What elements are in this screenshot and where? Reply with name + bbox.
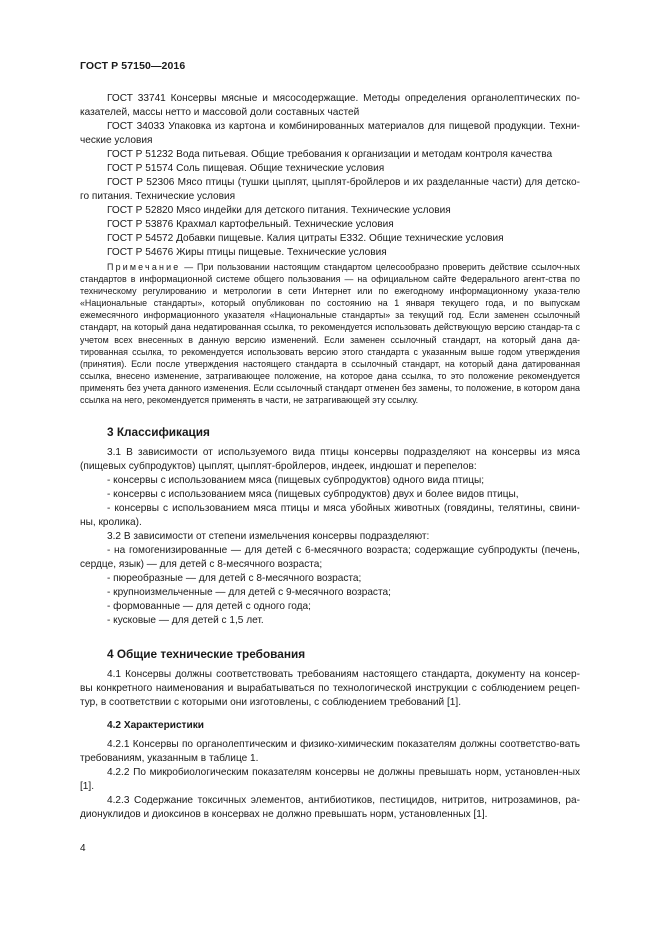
reference-item: ГОСТ Р 54572 Добавки пищевые. Калия цитраты Е332. Общие технические условия	[107, 233, 504, 244]
list-item: - формованные — для детей с одного года;	[107, 601, 311, 613]
note-label: Примечание	[107, 262, 181, 272]
list-item: - кусковые — для детей с 1,5 лет.	[107, 615, 264, 627]
note-text: — При пользовании настоящим стандартом целесообразно проверить действие ссылоч-ных стандартов в информационной системе общего пользования — на официальном сайте Федерального агент-ства по техническому регулированию и метрологии в сети Интернет или по ежегодному информационному указа-телю «Национальные стандарты», который опубликован по состоянию на 1 января текущего года, и по выпускам ежемесячного информационного указателя «Национальные стандарты» за текущий год. Если заменен ссылочный стандарт, на который дана недатированная ссылка, то рекомендуется использовать действующую версию стандар-та с учетом всех внесенных в данную версию изменений. Если заменен ссылочный стандарт, на который дана да-тированная ссылка, то рекомендуется использовать версию этого стандарта с указанным выше годом утверждения (принятия). Если после утверждения настоящего стандарта в ссылочный стандарт, на который дана датированная ссылка, внесено изменение, затрагивающее положение, на которое дана ссылка, то это положение рекомендуется применять без учета данного изменения. Если ссылочный стандарт отменен без замены, то положение, в котором дана ссылка на него, рекомендуется применять в части, не затрагивающей эту ссылку.	[80, 262, 580, 406]
section-4-heading: 4 Общие технические требования	[107, 647, 306, 662]
note-paragraph	[80, 261, 580, 406]
list-item: - крупноизмельченные — для детей с 9-месячного возраста;	[107, 587, 391, 599]
section-3-heading: 3 Классификация	[107, 425, 210, 440]
reference-item: ГОСТ Р 51232 Вода питьевая. Общие требования к организации и методам контроля качества	[107, 149, 553, 160]
subsection-4-2-heading: 4.2 Характеристики	[107, 720, 204, 732]
reference-item: ГОСТ Р 52306 Мясо птицы (тушки цыплят, цыплят-бройлеров и их разделанные части) для детско-го питания. Технические условия	[80, 177, 580, 202]
clause-4-2-1: 4.2.1 Консервы по органолептическим и физико-химическим показателям должны соответство-вать требованиям, указанным в таблице 1.	[80, 739, 580, 765]
reference-item: ГОСТ Р 51574 Соль пищевая. Общие технические условия	[107, 163, 385, 174]
clause-3-1: 3.1 В зависимости от используемого вида птицы консервы подразделяют на консервы из мяса (пищевых субпродуктов) цыплят, цыплят-бройлеров, индеек, индюшат и перепелов:	[80, 447, 580, 473]
clause-4-2-3: 4.2.3 Содержание токсичных элементов, антибиотиков, пестицидов, нитритов, нитрозаминов, ра-дионуклидов и диоксинов в консервах не должно превышать норм, установленных [1].	[80, 795, 580, 821]
clause-4-2-2: 4.2.2 По микробиологическим показателям консервы не должны превышать норм, установлен-ных [1].	[80, 767, 580, 793]
page-number: 4	[80, 843, 86, 854]
clause-3-2: 3.2 В зависимости от степени измельчения консервы подразделяют:	[107, 531, 430, 543]
list-item: - консервы с использованием мяса (пищевых субпродуктов) двух и более видов птицы,	[107, 489, 519, 501]
reference-item: ГОСТ 33741 Консервы мясные и мясосодержащие. Методы определения органолептических по-казателей, массы нетто и массовой доли составных частей	[80, 93, 580, 118]
reference-item: ГОСТ Р 54676 Жиры птицы пищевые. Технические условия	[107, 247, 387, 258]
normative-references-list	[80, 92, 580, 260]
document-header: ГОСТ Р 57150—2016	[80, 60, 186, 72]
list-item: - консервы с использованием мяса птицы и мяса убойных животных (говядины, телятины, свини-ны, кролика).	[80, 503, 580, 529]
list-item: - на гомогенизированные — для детей с 6-месячного возраста; содержащие субпродукты (печень, сердце, язык) — для детей с 8-месячного возраста;	[80, 545, 580, 571]
list-item: - консервы с использованием мяса (пищевых субпродуктов) одного вида птицы;	[107, 475, 485, 487]
clause-4-1: 4.1 Консервы должны соответствовать требованиям настоящего стандарта, документу на консер-вы конкретного наименования и вырабатываться по технологической инструкции с соблюдением рецеп-тур, в соответствии с которыми они изготовлены, с соблюдением требований [1].	[80, 669, 580, 709]
document-body	[80, 92, 580, 822]
reference-item: ГОСТ Р 53876 Крахмал картофельный. Технические условия	[107, 219, 394, 230]
reference-item: ГОСТ Р 52820 Мясо индейки для детского питания. Технические условия	[107, 205, 451, 216]
list-item: - пюреобразные — для детей с 8-месячного возраста;	[107, 573, 362, 585]
reference-item: ГОСТ 34033 Упаковка из картона и комбинированных материалов для пищевой продукции. Техни-ческие условия	[80, 121, 580, 146]
